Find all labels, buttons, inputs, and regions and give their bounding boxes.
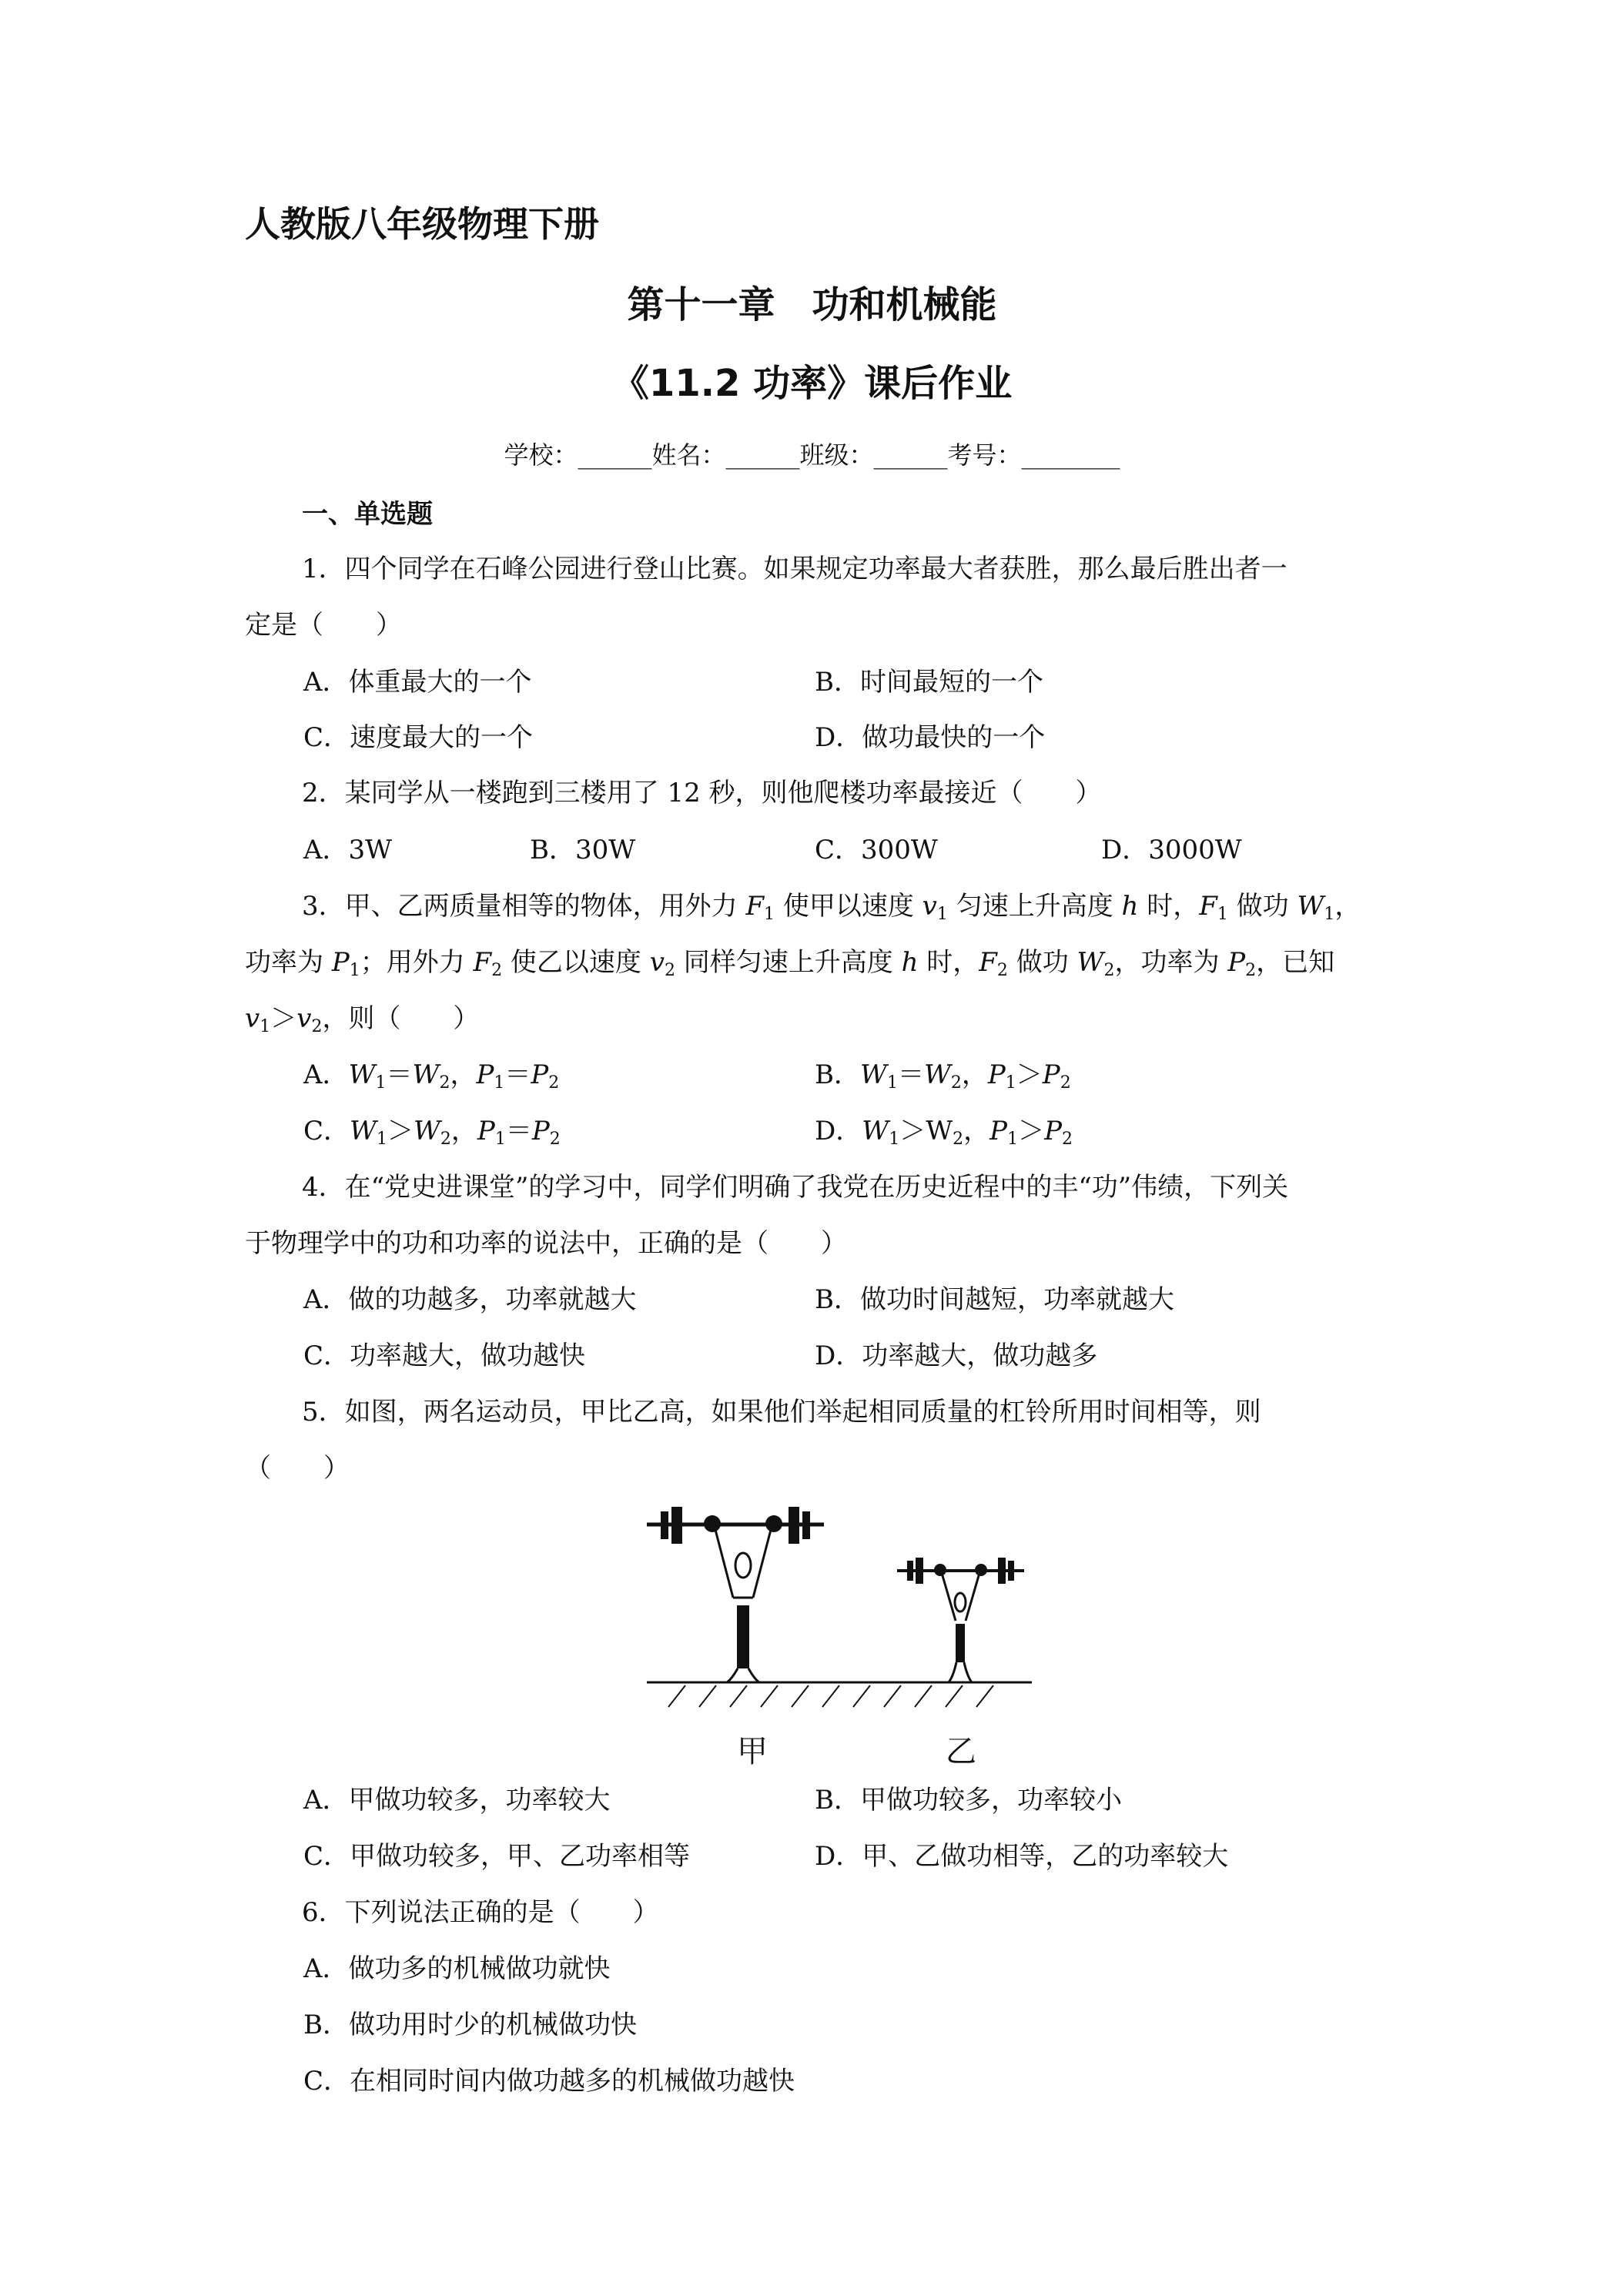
question-4-option-c: C．功率越大，做功越快 bbox=[303, 1340, 586, 1371]
question-3-option-b: B．$W_1=W_2$，$P_1>P_2$ bbox=[815, 1059, 1071, 1093]
question-3-option-c: C．$W_1>W_2$，$P_1=P_2$ bbox=[303, 1116, 561, 1149]
question-6-option-a: A．做功多的机械做功就快 bbox=[303, 1953, 611, 1984]
question-3-option-a: A．$W_1=W_2$，$P_1=P_2$ bbox=[303, 1059, 560, 1093]
question-3-stem-line-1: 3．甲、乙两质量相等的物体，用外力 $F_1$ 使甲以速度 $v_1$ 匀速上升高度 h 时，$F_1$ 做功 $W_1$， bbox=[302, 891, 1361, 924]
question-2-option-d: D．3000W bbox=[1101, 835, 1242, 865]
question-4-option-a: A．做的功越多，功率就越大 bbox=[303, 1284, 637, 1315]
question-5-option-a: A．甲做功较多，功率较大 bbox=[303, 1785, 611, 1816]
section-title: 一、单选题 bbox=[302, 499, 433, 530]
question-2-stem: 2．某同学从一楼跑到三楼用了 12 秒，则他爬楼功率最接近（ ） bbox=[302, 778, 1102, 808]
question-3-option-d: D．$W_1>W_2$，$P_1>P_2$ bbox=[815, 1116, 1073, 1149]
question-4-stem-cont: 于物理学中的功和功率的说法中，正确的是（ ） bbox=[245, 1228, 847, 1259]
lifter-jia bbox=[647, 1507, 824, 1682]
question-3-stem-line-3: $v_1>v_2$，则（ ） bbox=[245, 1003, 480, 1036]
series-title: 人教版八年级物理下册 bbox=[245, 203, 599, 245]
question-5-stem-cont: （ ） bbox=[245, 1453, 350, 1484]
question-2-option-c: C．300W bbox=[815, 835, 938, 865]
figure-label-jia: 甲 bbox=[737, 1734, 768, 1769]
question-3-stem-line-2: 功率为 $P_1$；用外力 $F_2$ 使乙以速度 $v_2$ 同样匀速上升高度 h 时，$F_2$ 做功 $W_2$，功率为 $P_2$，已知 bbox=[245, 947, 1335, 980]
question-1-option-a: A．体重最大的一个 bbox=[303, 667, 532, 698]
question-1-option-d: D．做功最快的一个 bbox=[815, 722, 1046, 753]
question-5-option-d: D．甲、乙做功相等，乙的功率较大 bbox=[815, 1841, 1229, 1872]
question-2-option-a: A．3W bbox=[303, 835, 393, 865]
chapter-title: 第十一章 功和机械能 bbox=[627, 283, 997, 326]
question-5-option-c: C．甲做功较多，甲、乙功率相等 bbox=[303, 1841, 691, 1872]
question-5-stem: 5．如图，两名运动员，甲比乙高，如果他们举起相同质量的杠铃所用时间相等，则 bbox=[302, 1397, 1261, 1427]
question-2-option-b: B．30W bbox=[530, 835, 636, 865]
question-4-stem: 4．在“党史进课堂”的学习中，同学们明确了我党在历史近程中的丰“功”伟绩，下列关 bbox=[302, 1172, 1289, 1203]
question-6-option-b: B．做功用时少的机械做功快 bbox=[303, 2010, 637, 2040]
lifter-yi bbox=[897, 1558, 1024, 1682]
question-6-stem: 6．下列说法正确的是（ ） bbox=[302, 1897, 659, 1928]
question-1-stem: 1．四个同学在石峰公园进行登山比赛。如果规定功率最大者获胜，那么最后胜出者一 bbox=[302, 554, 1287, 584]
question-1-option-c: C．速度最大的一个 bbox=[303, 722, 534, 753]
ground-hatching bbox=[668, 1685, 993, 1707]
question-1-stem-cont: 定是（ ） bbox=[245, 610, 402, 641]
weightlifters-figure bbox=[647, 1498, 1047, 1729]
question-6-option-c: C．在相同时间内做功越多的机械做功越快 bbox=[303, 2066, 795, 2097]
question-5-option-b: B．甲做功较多，功率较小 bbox=[815, 1785, 1122, 1816]
lesson-title: 《11.2 功率》课后作业 bbox=[611, 362, 1013, 405]
figure-label-yi: 乙 bbox=[946, 1734, 976, 1769]
question-1-option-b: B．时间最短的一个 bbox=[815, 667, 1043, 698]
question-4-option-b: B．做功时间越短，功率就越大 bbox=[815, 1284, 1174, 1315]
student-info-line: 学校：______姓名：______班级：______考号：________ bbox=[504, 440, 1120, 470]
question-4-option-d: D．功率越大，做功越多 bbox=[815, 1340, 1098, 1371]
